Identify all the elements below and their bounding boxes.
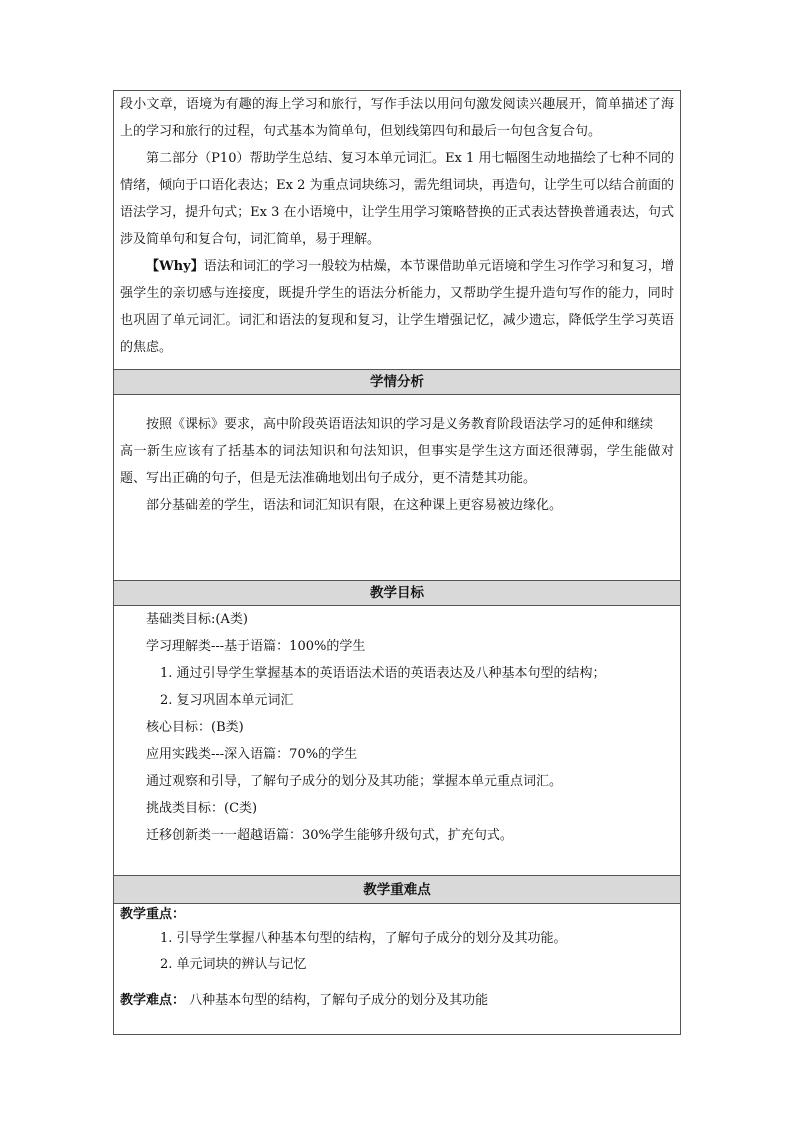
student-analysis-cell: [114, 395, 680, 581]
paragraph: 第二部分（P10）帮助学生总结、复习本单元词汇。Ex 1 用七幅图生动地描绘了七种不同的情绪，倾向于口语化表达；Ex 2 为重点词块练习，需先组词块，再造句，让学生可以结合前面的语法学习，提升句式；Ex 3 在小语境中，让学生用学习策略替换的正式表达替换普通表达，句式涉及简单句和复合句，词汇简单，易于理解。: [120, 151, 674, 247]
key-point-item: 2. 单元词块的辨认与记忆: [160, 957, 307, 972]
section-header-teaching-objectives: 教学目标: [114, 581, 680, 606]
section-header-student-analysis: 学情分析: [114, 370, 680, 395]
paragraph: 段小文章，语境为有趣的海上学习和旅行，写作手法以用问句激发阅读兴趣展开，简单描述了海上的学习和旅行的过程，句式基本为简单句，但划线第四句和最后一句包含复合句。: [120, 97, 674, 139]
paragraph: 部分基础差的学生，语法和词汇知识有限，在这种课上更容易被边缘化。: [146, 498, 563, 513]
key-difficult-points-cell: [114, 904, 680, 1034]
difficult-points-label: 教学难点：: [120, 993, 186, 1008]
objective-line: 挑战类目标：(C类): [146, 801, 258, 816]
objective-line: 2. 复习巩固本单元词汇: [160, 693, 294, 708]
why-label: 【Why】: [146, 259, 204, 274]
objective-line: 应用实践类---深入语篇：70%的学生: [146, 747, 358, 762]
key-points-label: 教学重点：: [120, 907, 186, 922]
paragraph: 高一新生应该有了括基本的词法知识和句法知识，但事实是学生这方面还很薄弱，学生能做对题、写出正确的句子，但是无法准确地划出句子成分，更不清楚其功能。: [120, 444, 674, 486]
objective-line: 核心目标：(B类): [146, 720, 244, 735]
objective-line: 学习理解类---基于语篇：100%的学生: [146, 639, 366, 654]
paragraph: [120, 253, 674, 361]
objective-line: 迁移创新类一一超越语篇：30%学生能够升级句式，扩充句式。: [146, 828, 513, 843]
why-text: 语法和词汇的学习一般较为枯燥，本节课借助单元语境和学生习作学习和复习，增强学生的亲切感与连接度，既提升学生的语法分析能力，又帮助学生提升造句写作的能力，同时也巩固了单元词汇。词汇和语法的复现和复习，让学生增强记忆，减少遗忘，降低学生学习英语的焦虑。: [120, 259, 674, 355]
objective-line: 通过观察和引导，了解句子成分的划分及其功能；掌握本单元重点词汇。: [146, 774, 563, 789]
section-header-key-difficult-points: 教学重难点: [114, 876, 680, 904]
paragraph: 按照《课标》要求，高中阶段英语语法知识的学习是义务教育阶段语法学习的延伸和继续: [146, 417, 654, 432]
difficult-points-line: [120, 988, 674, 1014]
content-analysis-cell: [114, 91, 680, 370]
objective-line: 1. 通过引导学生掌握基本的英语语法术语的英语表达及八种基本句型的结构；: [160, 666, 606, 681]
objective-line: 基础类目标:(A类): [146, 612, 248, 627]
lesson-plan-table: [113, 90, 681, 1035]
teaching-objectives-cell: [114, 606, 680, 876]
difficult-points-text: 八种基本句型的结构，了解句子成分的划分及其功能: [185, 993, 489, 1008]
key-point-item: 1. 引导学生掌握八种基本句型的结构，了解句子成分的划分及其功能。: [160, 931, 567, 946]
